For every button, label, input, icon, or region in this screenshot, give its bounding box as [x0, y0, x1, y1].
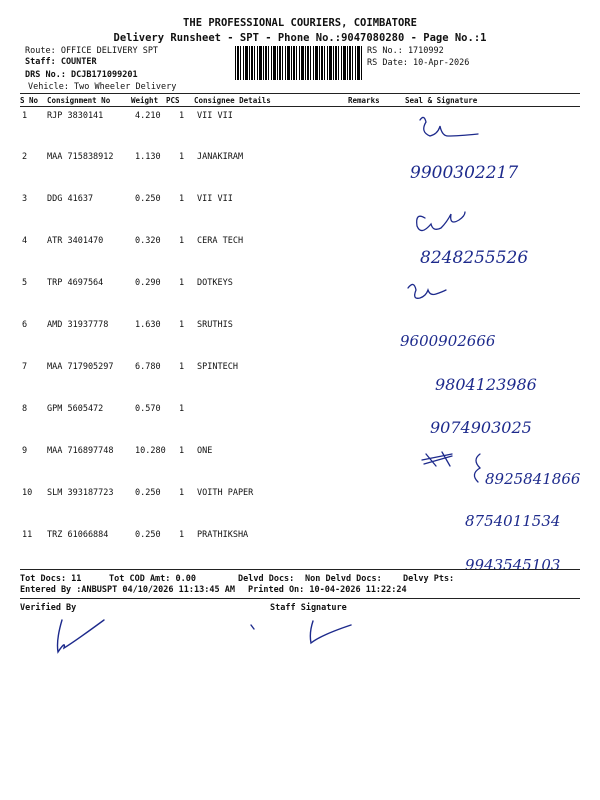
footer-top-rule	[20, 569, 580, 570]
row-consignee: DOTKEYS	[197, 278, 233, 288]
row-weight: 0.570	[135, 404, 161, 414]
footer-bottom-rule	[20, 598, 580, 599]
signature-r9-bracket	[474, 454, 480, 482]
row-consignment: AMD 31937778	[47, 320, 109, 330]
handwritten-signatures	[380, 108, 580, 578]
row-consignment: TRZ 61066884	[47, 530, 109, 540]
row-pcs: 1	[179, 194, 185, 204]
row-consignment: MAA 717905297	[47, 362, 114, 372]
row-pcs: 1	[179, 488, 185, 498]
barcode	[235, 46, 363, 80]
staff-signature	[245, 615, 365, 655]
row-sno: 5	[22, 278, 28, 288]
row-pcs: 1	[179, 446, 185, 456]
col-seal: Seal & Signature	[405, 96, 478, 105]
signature-r3	[417, 212, 465, 231]
header-bottom-rule	[20, 106, 580, 107]
hw-r10: 8754011534	[465, 512, 561, 530]
signature-r9-scribble	[422, 452, 452, 466]
row-consignee: VOITH PAPER	[197, 488, 254, 498]
col-sno: S No	[20, 96, 39, 105]
row-sno: 3	[22, 194, 28, 204]
rs-date: RS Date: 10-Apr-2026	[367, 58, 470, 68]
row-sno: 11	[22, 530, 33, 540]
row-consignment: SLM 393187723	[47, 488, 114, 498]
row-pcs: 1	[179, 404, 185, 414]
header-top-rule	[20, 93, 580, 94]
row-weight: 0.320	[135, 236, 161, 246]
rs-number: RS No.: 1710992	[367, 46, 444, 56]
delvd-docs: Delvd Docs:	[238, 574, 295, 584]
printed-on: Printed On: 10-04-2026 11:22:24	[248, 585, 407, 595]
col-remarks: Remarks	[348, 96, 380, 105]
row-consignee: SPINTECH	[197, 362, 238, 372]
signature-r1	[420, 117, 478, 136]
row-weight: 0.250	[135, 530, 161, 540]
row-pcs: 1	[179, 278, 185, 288]
row-pcs: 1	[179, 236, 185, 246]
row-consignment: RJP 3830141	[47, 111, 104, 121]
row-weight: 4.210	[135, 111, 161, 121]
row-weight: 0.290	[135, 278, 161, 288]
row-consignment: GPM 5605472	[47, 404, 104, 414]
row-consignee: VII VII	[197, 194, 233, 204]
verified-by-label: Verified By	[20, 603, 77, 613]
row-weight: 0.250	[135, 488, 161, 498]
row-consignee: PRATHIKSHA	[197, 530, 249, 540]
route-label: Route: OFFICE DELIVERY SPT	[25, 46, 159, 56]
row-sno: 1	[22, 111, 28, 121]
col-consignment: Consignment No	[47, 96, 111, 105]
hw-r9: 8925841866	[485, 470, 580, 488]
row-consignee: JANAKIRAM	[197, 152, 244, 162]
row-sno: 8	[22, 404, 28, 414]
row-sno: 2	[22, 152, 28, 162]
row-weight: 1.130	[135, 152, 161, 162]
vehicle-label: Vehicle: Two Wheeler Delivery	[28, 82, 177, 92]
row-consignment: MAA 716897748	[47, 446, 114, 456]
hw-r2: 9900302217	[410, 163, 519, 183]
row-consignee: ONE	[197, 446, 213, 456]
row-weight: 0.250	[135, 194, 161, 204]
staff-signature-label: Staff Signature	[270, 603, 347, 613]
delvy-pts: Delvy Pts:	[403, 574, 455, 584]
row-sno: 10	[22, 488, 33, 498]
row-pcs: 1	[179, 111, 185, 121]
row-consignee: CERA TECH	[197, 236, 244, 246]
row-pcs: 1	[179, 152, 185, 162]
row-weight: 10.280	[135, 446, 166, 456]
row-consignment: MAA 715838912	[47, 152, 114, 162]
row-consignment: TRP 4697564	[47, 278, 104, 288]
col-consignee: Consignee Details	[194, 96, 271, 105]
entered-by: Entered By :ANBUSPT 04/10/2026 11:13:45 AM	[20, 585, 235, 595]
row-consignment: DDG 41637	[47, 194, 94, 204]
row-pcs: 1	[179, 320, 185, 330]
hw-r11: 9943545103	[465, 556, 561, 574]
col-weight: Weight	[131, 96, 159, 105]
hw-r8: 9074903025	[430, 418, 532, 437]
row-consignment: ATR 3401470	[47, 236, 104, 246]
runsheet-subtitle: Delivery Runsheet - SPT - Phone No.:9047080280 - Page No.:1	[113, 32, 487, 44]
hw-r4: 8248255526	[420, 248, 529, 268]
row-pcs: 1	[179, 530, 185, 540]
drs-number: DRS No.: DCJB171099201	[25, 70, 138, 80]
row-consignee: SRUTHIS	[197, 320, 233, 330]
tot-cod-amt: Tot COD Amt: 0.00	[109, 574, 196, 584]
row-sno: 6	[22, 320, 28, 330]
signature-r5	[408, 284, 446, 298]
company-title: THE PROFESSIONAL COURIERS, COIMBATORE	[183, 17, 417, 29]
row-sno: 4	[22, 236, 28, 246]
col-pcs: PCS	[166, 96, 180, 105]
hw-r7: 9804123986	[435, 375, 537, 394]
hw-r6: 9600902666	[400, 332, 496, 350]
row-weight: 1.630	[135, 320, 161, 330]
row-sno: 7	[22, 362, 28, 372]
row-sno: 9	[22, 446, 28, 456]
tot-docs: Tot Docs: 11	[20, 574, 82, 584]
row-weight: 6.780	[135, 362, 161, 372]
staff-label: Staff: COUNTER	[25, 57, 97, 67]
non-delvd-docs: Non Delvd Docs:	[305, 574, 382, 584]
row-pcs: 1	[179, 362, 185, 372]
row-consignee: VII VII	[197, 111, 233, 121]
verified-by-signature	[50, 615, 130, 655]
